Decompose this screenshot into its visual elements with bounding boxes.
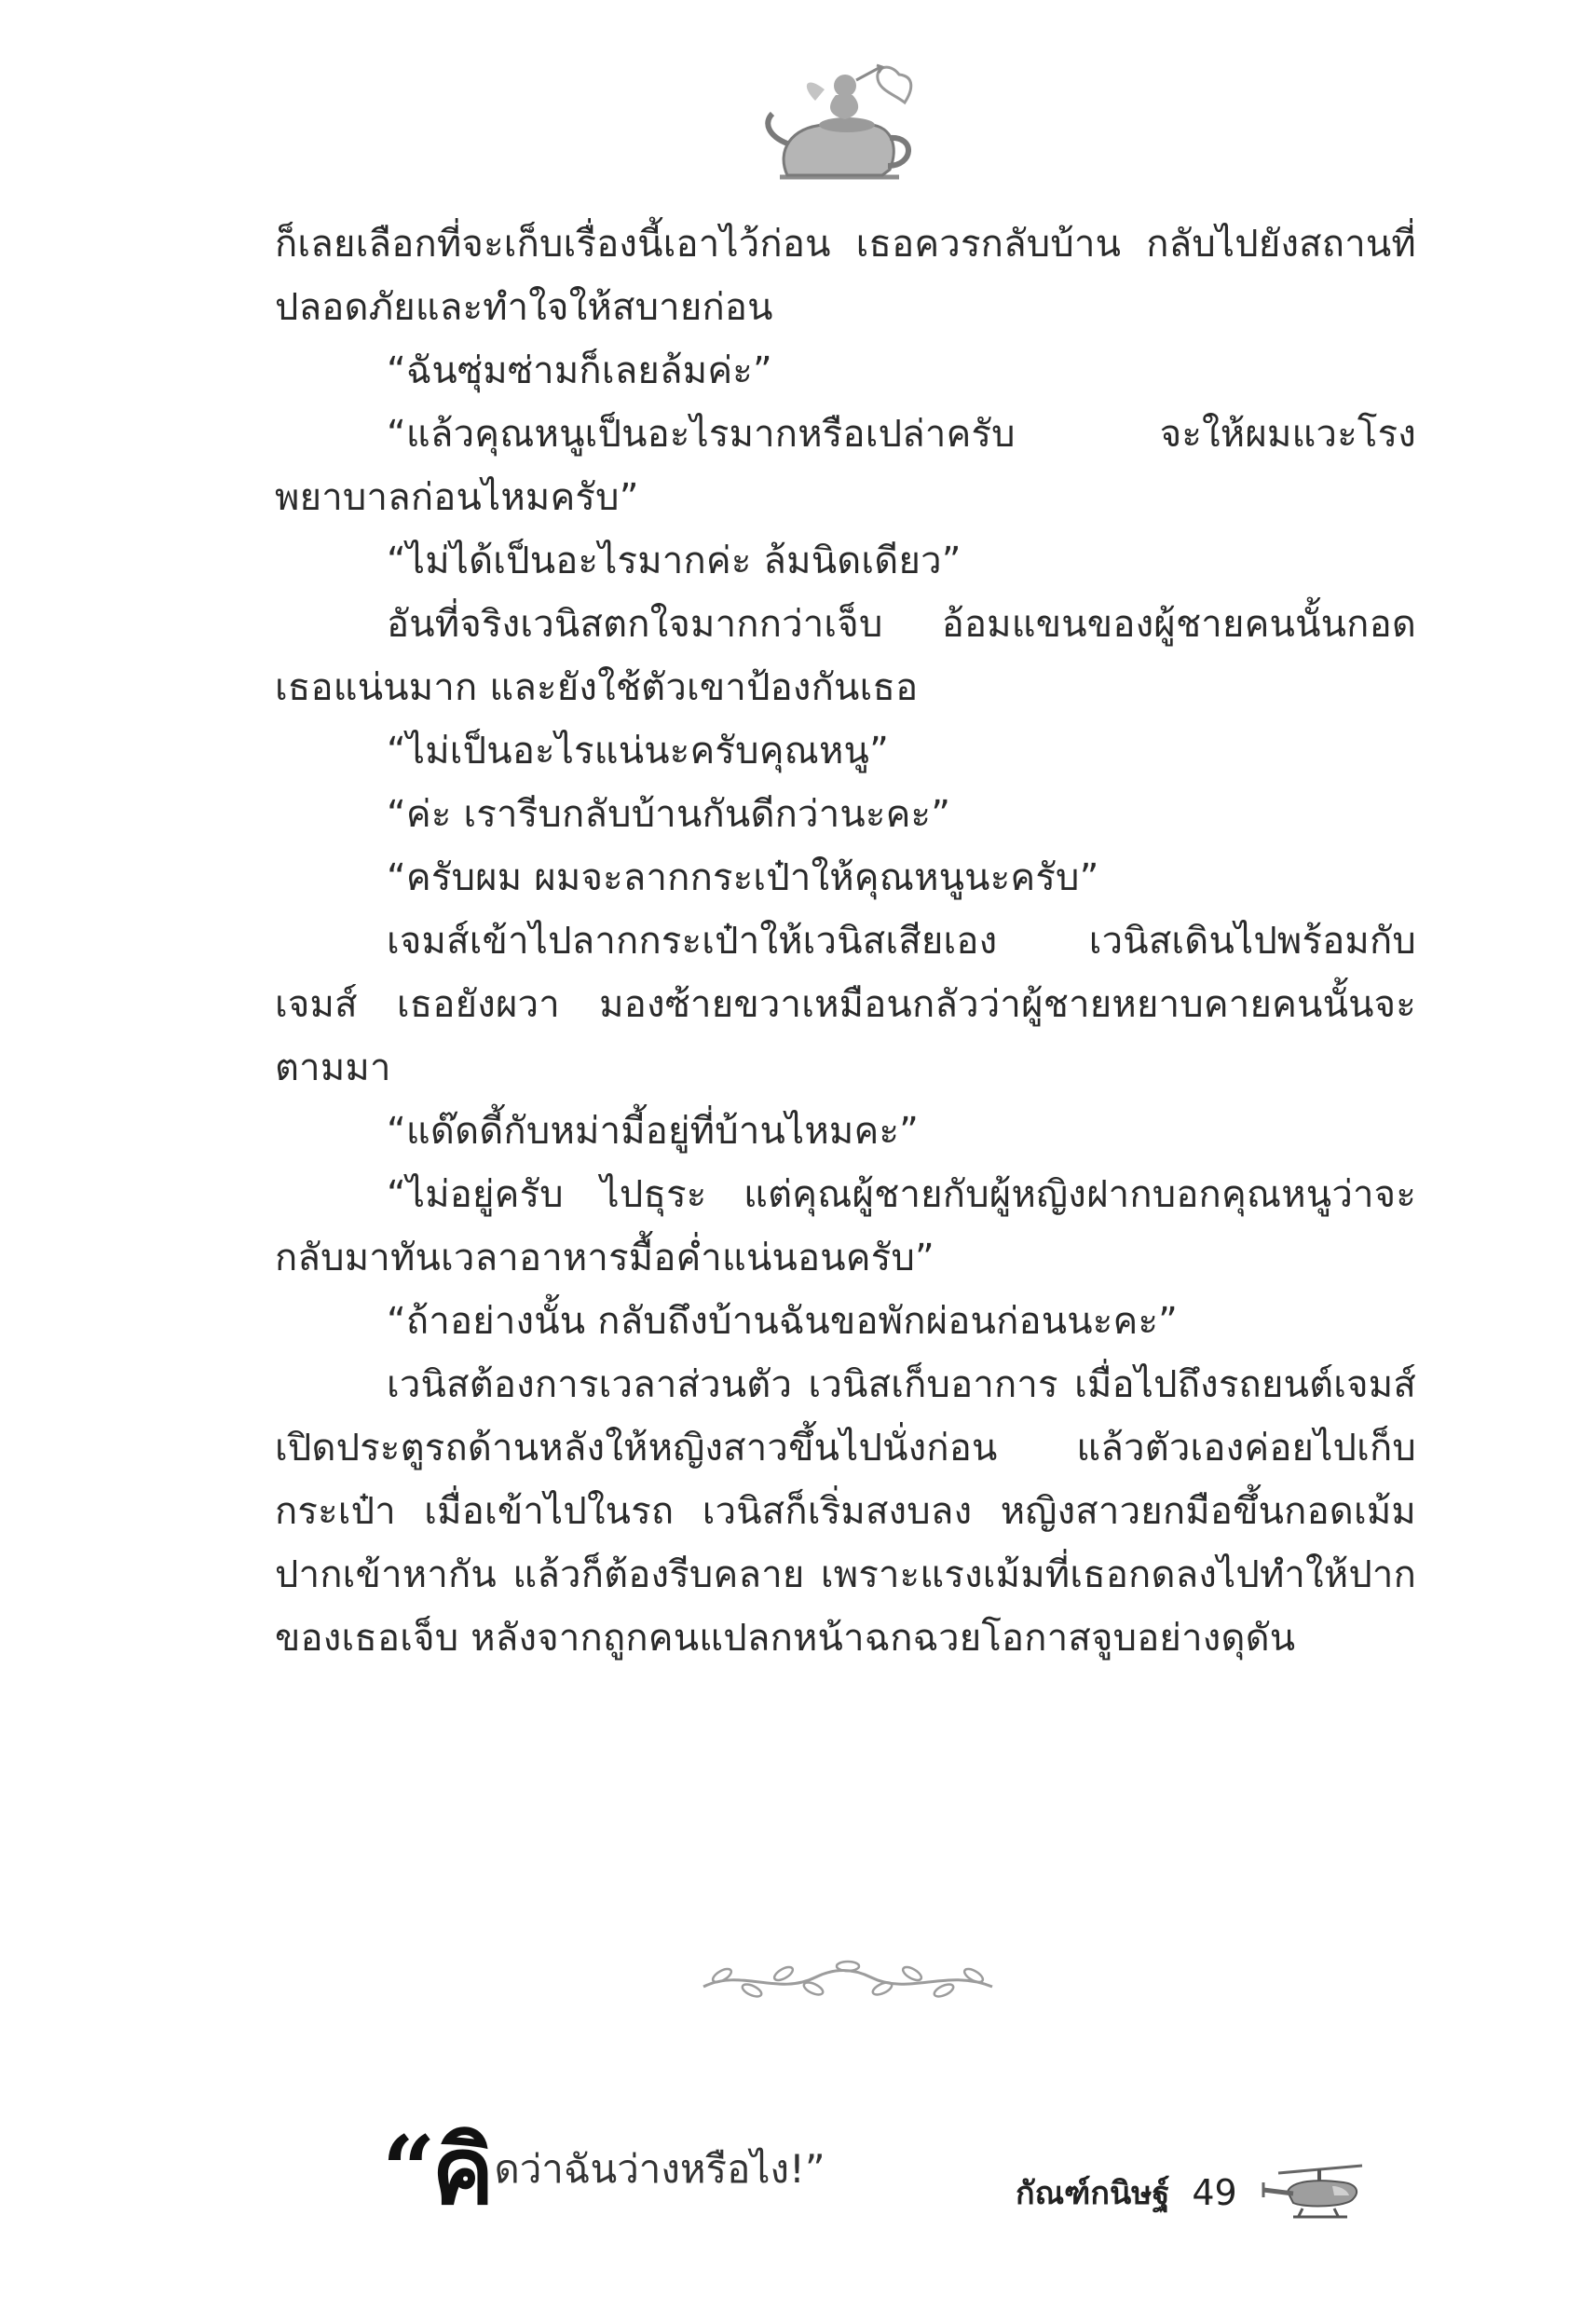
paragraph: เวนิสต้องการเวลาส่วนตัว เวนิสเก็บอาการ เมื่อไปถึงรถยนต์เจมส์เปิดประตูรถด้านหลังให้หญิงสาวขึ้นไปนั่งก่อน แล้วตัวเองค่อยไปเก็บกระเป๋า เมื่อเข้าไปในรถ เวนิสก็เริ่มสงบลง หญิงสาวยกมือขึ้นกอดเม้มปากเข้าหากัน แล้วก็ต้องรีบคลาย เพราะแรงเม้มที่เธอกดลงไปทำให้ปากของเธอเจ็บ หลังจากถูกคนแปลกหน้าฉกฉวยโอกาสจูบอย่างดุดัน — [275, 1363, 1416, 1660]
paragraph: “ฉันซุ่มซ่ามก็เลยล้มค่ะ” — [387, 349, 772, 392]
chapter-opening-quote — [382, 2097, 825, 2245]
paragraph: “แด๊ดดี้กับหม่ามี้อยู่ที่บ้านไหมคะ” — [387, 1110, 920, 1153]
page-footer — [1016, 2160, 1371, 2225]
paragraph: “แล้วคุณหนูเป็นอะไรมากหรือเปล่าครับ จะให้ผมแวะโรงพยาบาลก่อนไหมครับ” — [275, 413, 1416, 519]
opening-quote-mark: “ — [382, 2115, 432, 2225]
helicopter-icon — [1260, 2160, 1371, 2225]
body-text — [275, 212, 1416, 1670]
paragraph: “ครับผม ผมจะลากกระเป๋าให้คุณหนูนะครับ” — [387, 856, 1099, 899]
drop-cap: คิ — [431, 2116, 495, 2225]
teapot-with-cupid-icon — [759, 58, 918, 188]
paragraph: “ไม่เป็นอะไรแน่นะครับคุณหนู” — [387, 730, 890, 773]
book-title: กัณฑ์กนิษฐ์ — [1016, 2175, 1170, 2212]
paragraph: “ค่ะ เรารีบกลับบ้านกันดีกว่านะคะ” — [387, 793, 951, 836]
opening-quote-text: ดว่าฉันว่างหรือไง!” — [494, 2146, 825, 2192]
paragraph: อันที่จริงเวนิสตกใจมากกว่าเจ็บ อ้อมแขนของผู้ชายคนนั้นกอดเธอแน่นมาก และยังใช้ตัวเขาป้องกันเธอ — [275, 603, 1416, 709]
paragraph: เจมส์เข้าไปลากกระเป๋าให้เวนิสเสียเอง เวนิสเดินไปพร้อมกับเจมส์ เธอยังผวา มองซ้ายขวาเหมือนกลัวว่าผู้ชายหยาบคายคนนั้นจะตามมา — [275, 920, 1416, 1089]
vine-leaf-divider-icon — [694, 1955, 1002, 2005]
paragraph: “ถ้าอย่างนั้น กลับถึงบ้านฉันขอพักผ่อนก่อนนะคะ” — [387, 1300, 1179, 1343]
paragraph: “ไม่อยู่ครับ ไปธุระ แต่คุณผู้ชายกับผู้หญิงฝากบอกคุณหนูว่าจะกลับมาทันเวลาอาหารมื้อค่ำแน่นอนครับ” — [275, 1173, 1416, 1279]
page-number: 49 — [1192, 2172, 1237, 2213]
paragraph: ก็เลยเลือกที่จะเก็บเรื่องนี้เอาไว้ก่อน เธอควรกลับบ้าน กลับไปยังสถานที่ปลอดภัยและทำใจให้สบายก่อน — [275, 223, 1416, 329]
paragraph: “ไม่ได้เป็นอะไรมากค่ะ ล้มนิดเดียว” — [387, 540, 962, 582]
